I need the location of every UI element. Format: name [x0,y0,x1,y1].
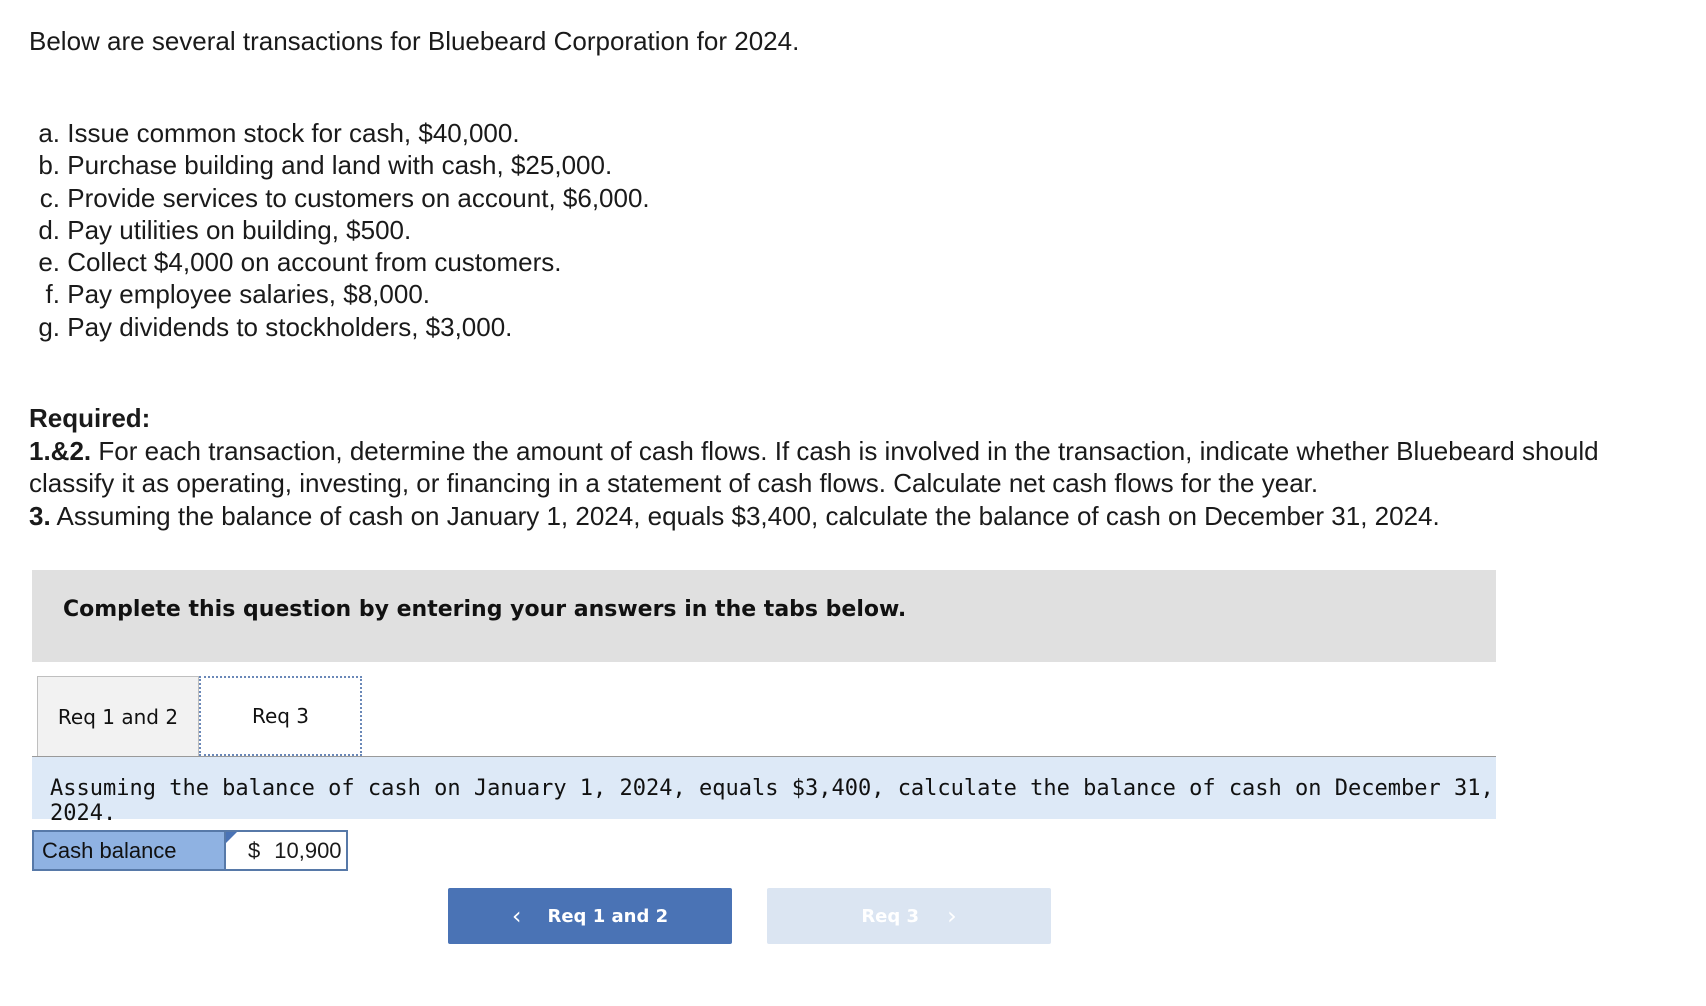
prev-button-label: Req 1 and 2 [547,905,669,927]
list-item-text: Pay utilities on building, $500. [67,214,412,245]
required-section [29,402,1679,532]
chevron-right-icon: › [947,902,957,930]
task-prompt-text: Assuming the balance of cash on January 1, 2024, equals $3,400, calculate the balance of cash on December 31, 2024. [50,776,1494,826]
required-item-3 [29,500,1679,533]
currency-symbol: $ [248,837,261,863]
input-corner-marker [226,832,237,843]
prev-button[interactable] [448,888,732,944]
tab-req-1-and-2[interactable] [37,676,199,756]
list-item-text: Pay employee salaries, $8,000. [67,279,431,310]
list-item [22,182,650,214]
next-button-label: Req 3 [861,905,920,927]
list-item-letter: g. [38,311,60,342]
list-item-letter: e. [38,247,60,278]
list-item [22,311,650,343]
list-item [22,117,650,149]
list-item [22,278,650,310]
list-item-letter: d. [38,214,60,245]
list-item-text: Purchase building and land with cash, $25,000. [67,150,613,181]
cash-balance-label: Cash balance [32,830,224,871]
list-item-text: Pay dividends to stockholders, $3,000. [67,311,513,342]
transaction-list [22,117,650,343]
instructions-text: Complete this question by entering your answers in the tabs below. [63,597,907,622]
next-button[interactable] [767,888,1051,944]
chevron-left-icon: ‹ [511,902,522,930]
required-item-1-2-text: For each transaction, determine the amount of cash flows. If cash is involved in the transaction, indicate whether Bluebeard should classify it as operating, investing, or financing in a statement of cash flows. Calculate net cash flows for the year. [29,435,1599,498]
required-heading: Required: [29,403,151,433]
list-item-letter: f. [45,279,60,310]
tab-label: Req 3 [251,704,310,728]
cash-balance-value[interactable]: 10,900 [274,837,342,863]
required-item-3-label: 3. [29,500,51,531]
cash-balance-row [32,830,348,871]
required-item-1-2 [29,435,1679,500]
list-item-text: Issue common stock for cash, $40,000. [67,118,520,148]
list-item-letter: c. [39,182,60,213]
list-item-text: Provide services to customers on account, $6,000. [67,182,650,213]
task-prompt-bar [32,757,1496,826]
required-item-1-2-label: 1.&2. [29,435,92,466]
list-item [22,246,650,278]
list-item-text: Collect $4,000 on account from customers. [67,247,562,278]
cash-balance-input[interactable] [224,830,348,871]
instructions-box [32,570,1496,662]
tab-label: Req 1 and 2 [57,704,179,729]
list-item [22,149,650,181]
tab-req-3[interactable] [199,676,362,756]
list-item-letter: b. [38,150,60,181]
list-item-letter: a. [38,118,60,148]
list-item [22,214,650,246]
required-item-3-text: Assuming the balance of cash on January 1, 2024, equals $3,400, calculate the balance of cash on December 31, 2024. [56,500,1440,531]
intro-text: Below are several transactions for Bluebeard Corporation for 2024. [29,26,800,56]
